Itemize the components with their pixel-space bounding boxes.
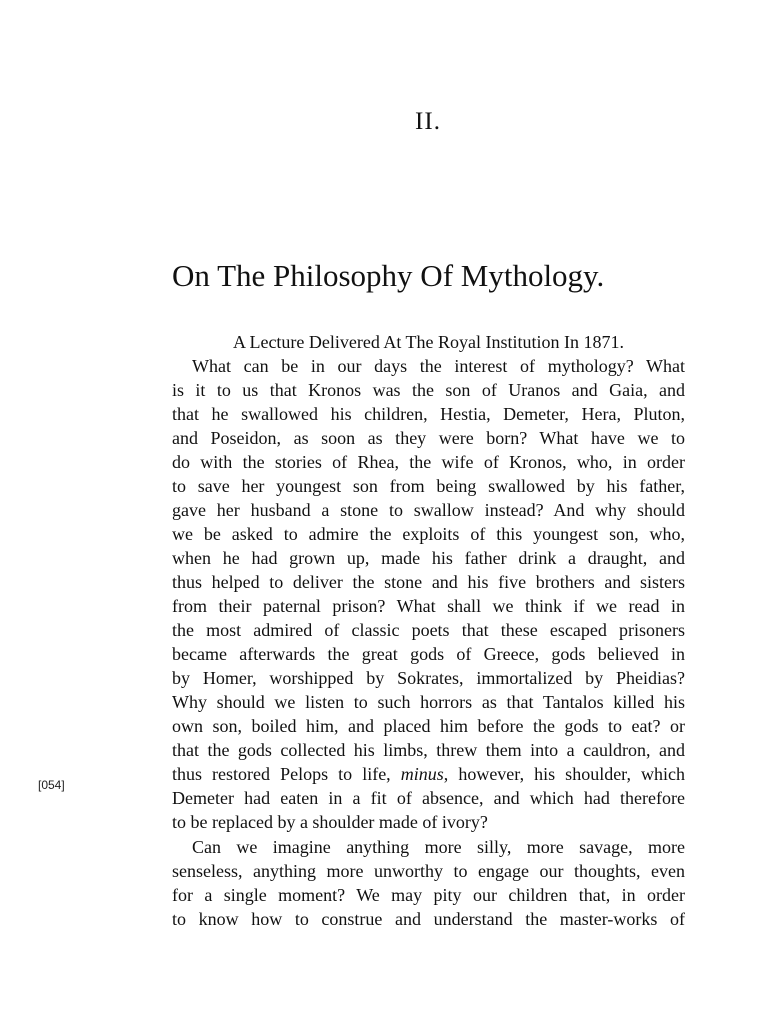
text-line: to save her youngest son from being swallowed by his father, <box>172 476 685 496</box>
text-line: Demeter had eaten in a fit of absence, and which had therefore <box>172 788 685 808</box>
text-line <box>172 762 685 786</box>
text-line: the most admired of classic poets that these escaped prisoners <box>172 620 685 640</box>
text-line: we be asked to admire the exploits of this youngest son, who, <box>172 524 685 544</box>
text-line: that he swallowed his children, Hestia, Demeter, Hera, Pluton, <box>172 404 685 424</box>
text-line: when he had grown up, made his father drink a draught, and <box>172 548 685 568</box>
text-line: became afterwards the great gods of Greece, gods believed in <box>172 644 685 664</box>
text-fragment: thus restored Pelops to life, <box>172 764 401 784</box>
body-text <box>172 354 685 931</box>
text-line: and Poseidon, as soon as they were born? What have we to <box>172 428 685 448</box>
text-fragment: , however, his shoulder, which <box>443 764 685 784</box>
text-line: gave her husband a stone to swallow instead? And why should <box>172 500 685 520</box>
text-line: is it to us that Kronos was the son of Uranos and Gaia, and <box>172 380 685 400</box>
paragraph-1 <box>172 354 685 834</box>
chapter-subtitle: A Lecture Delivered At The Royal Institution In 1871. <box>232 332 625 352</box>
text-line: Can we imagine anything more silly, more savage, more <box>192 837 685 857</box>
text-line: by Homer, worshipped by Sokrates, immortalized by Pheidias? <box>172 668 685 688</box>
text-line: do with the stories of Rhea, the wife of Kronos, who, in order <box>172 452 685 472</box>
text-line: for a single moment? We may pity our children that, in order <box>172 885 685 905</box>
text-line: What can be in our days the interest of mythology? What <box>192 356 685 376</box>
italic-word: minus <box>400 764 444 784</box>
text-line: Why should we listen to such horrors as that Tantalos killed his <box>172 692 685 712</box>
page-marker: [054] <box>38 778 65 792</box>
text-line: thus helped to deliver the stone and his five brothers and sisters <box>172 572 685 592</box>
text-line: that the gods collected his limbs, threw them into a cauldron, and <box>172 740 685 760</box>
text-line: own son, boiled him, and placed him before the gods to eat? or <box>172 716 685 736</box>
text-line: senseless, anything more unworthy to engage our thoughts, even <box>172 861 685 881</box>
paragraph-2 <box>172 835 685 931</box>
text-line: to know how to construe and understand the master-works of <box>172 909 685 929</box>
text-line: from their paternal prison? What shall we think if we read in <box>172 596 685 616</box>
chapter-title: On The Philosophy Of Mythology. <box>172 258 605 293</box>
text-line: to be replaced by a shoulder made of ivory? <box>172 812 488 832</box>
chapter-number: II. <box>415 108 441 135</box>
